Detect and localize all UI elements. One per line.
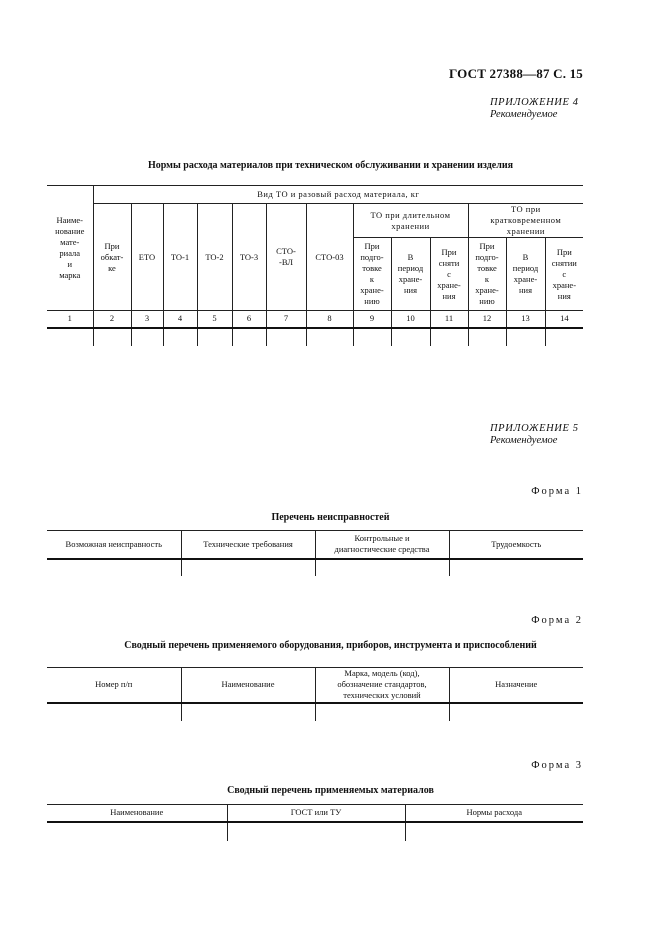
header-purpose: Назначение	[449, 668, 583, 703]
table-row	[47, 328, 583, 346]
form-1-title: Перечень неисправностей	[271, 512, 390, 523]
header-to-type-group: Вид ТО и разовый расход материала, кг	[93, 186, 583, 204]
header-short-prep: При подго- товке к хране- нию	[468, 238, 506, 311]
column-numbers-row	[47, 311, 583, 328]
form-3-label: Форма 3	[531, 760, 583, 771]
appendix-5-label	[490, 423, 579, 447]
header-material-name: Наиме- нование мате- риала и марка	[47, 186, 93, 311]
header-long-removal: При сняти с хране- ния	[430, 238, 468, 311]
col-number: 14	[545, 311, 583, 328]
header-technical-requirements: Технические требования	[181, 531, 315, 559]
col-number: 7	[266, 311, 306, 328]
col-number: 3	[131, 311, 163, 328]
col-number: 11	[430, 311, 468, 328]
header-material-title: Наименование	[47, 805, 227, 822]
header-short-storage: ТО при кратковременном хранении	[468, 204, 583, 238]
header-to-2: ТО-2	[197, 204, 232, 311]
header-name: Наименование	[181, 668, 315, 703]
table-row	[47, 703, 583, 721]
header-gost-or-tu: ГОСТ или ТУ	[227, 805, 405, 822]
header-consumption-norms: Нормы расхода	[405, 805, 583, 822]
appendix-4-title: ПРИЛОЖЕНИЕ 4	[490, 97, 579, 108]
appendix-5-title: ПРИЛОЖЕНИЕ 5	[490, 423, 579, 434]
col-number: 8	[306, 311, 353, 328]
header-possible-malfunction: Возможная неисправность	[47, 531, 181, 559]
form-3-title: Сводный перечень применяемых материалов	[227, 785, 434, 796]
header-to-1: ТО-1	[163, 204, 197, 311]
header-labor-intensity: Трудоемкость	[449, 531, 583, 559]
header-diagnostic-tools: Контрольные и диагностические средства	[315, 531, 449, 559]
appendix-5-subtitle: Рекомендуемое	[490, 435, 558, 446]
col-number: 6	[232, 311, 266, 328]
col-number: 1	[47, 311, 93, 328]
col-number: 10	[391, 311, 430, 328]
malfunctions-table	[47, 530, 583, 576]
col-number: 2	[93, 311, 131, 328]
header-long-storage: ТО при длительном хранении	[353, 204, 468, 238]
table-row	[47, 822, 583, 841]
materials-list-table	[47, 804, 583, 841]
header-long-prep: При подго- товке к хране- нию	[353, 238, 391, 311]
col-number: 5	[197, 311, 232, 328]
header-to-3: ТО-3	[232, 204, 266, 311]
table-1-title: Нормы расхода материалов при техническом обслуживании и хранении изделия	[147, 160, 514, 171]
header-run-in: При обкат- ке	[93, 204, 131, 311]
col-number: 4	[163, 311, 197, 328]
form-2-label: Форма 2	[531, 615, 583, 626]
appendix-4-label	[490, 97, 579, 121]
col-number: 12	[468, 311, 506, 328]
header-short-during: В период хране- ния	[506, 238, 545, 311]
header-eto: ЕТО	[131, 204, 163, 311]
appendix-4-subtitle: Рекомендуемое	[490, 109, 558, 120]
col-number: 9	[353, 311, 391, 328]
page-header: ГОСТ 27388—87 С. 15	[449, 66, 583, 81]
table-row	[47, 559, 583, 576]
header-item-number: Номер п/п	[47, 668, 181, 703]
form-2-title: Сводный перечень применяемого оборудования, приборов, инструмента и приспособлений	[124, 640, 537, 651]
header-long-during: В период хране- ния	[391, 238, 430, 311]
form-1-label: Форма 1	[531, 486, 583, 497]
equipment-table	[47, 667, 583, 721]
header-sto-vl: СТО- -ВЛ	[266, 204, 306, 311]
header-brand-model: Марка, модель (код), обозначение стандартов, технических условий	[315, 668, 449, 703]
col-number: 13	[506, 311, 545, 328]
materials-norms-table	[47, 185, 583, 346]
header-short-removal: При снятии с хране- ния	[545, 238, 583, 311]
header-sto-03: СТО-03	[306, 204, 353, 311]
